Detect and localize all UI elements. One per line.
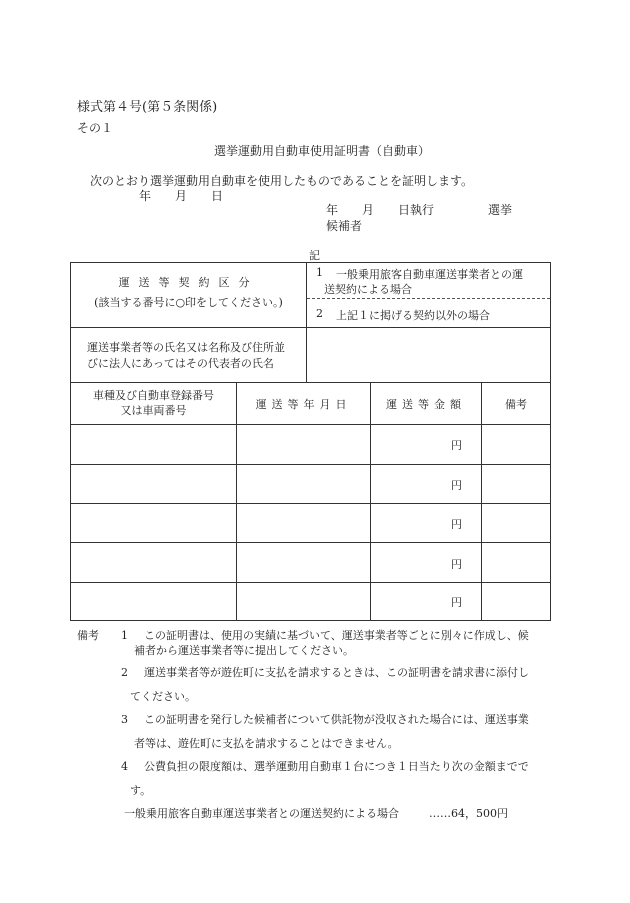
amount-yen-1: 円 — [451, 439, 462, 452]
operator-label-line2: びに法人にあってはその代表者の氏名 — [87, 357, 274, 370]
candidate-label: 候補者 — [326, 219, 363, 233]
limit-amount: ……64，500円 — [429, 807, 508, 820]
contract-type-label: 運送等契約区分 — [118, 276, 259, 289]
col-vehicle-header-line1: 車種及び自動車登録番号 — [93, 388, 214, 402]
note-3-line2: 者等は、遊佐町に支払を請求することはできません。 — [134, 737, 399, 750]
note-4-line2: す。 — [130, 784, 152, 797]
amount-yen-3: 円 — [451, 518, 462, 531]
note-1-line2: 補者から運送事業者等に提出してください。 — [134, 644, 354, 657]
election-date: 年 月 日執行 — [326, 203, 435, 217]
col-vehicle-header-line2: 又は車両番号 — [120, 403, 187, 417]
limit-description: 一般乗用旅客自動車運送事業者との運送契約による場合 — [124, 807, 399, 820]
form-sub-number: その１ — [77, 121, 114, 135]
form-number: 様式第４号(第５条関係) — [77, 100, 218, 115]
option-2-text: 上記１に掲げる契約以外の場合 — [336, 309, 490, 322]
note-2-line2: てください。 — [130, 690, 196, 703]
option-2-number: 2 — [316, 307, 323, 320]
operator-label-line1: 運送事業者等の氏名又は名称及び住所並 — [87, 341, 285, 354]
amount-yen-4: 円 — [451, 558, 462, 571]
option-1-number: 1 — [316, 266, 323, 279]
note-3-number: 3 — [121, 713, 128, 726]
note-1-line1: この証明書は、使用の実績に基づいて、運送事業者等ごとに別々に作成し、候 — [144, 629, 529, 642]
amount-yen-2: 円 — [451, 479, 462, 492]
issue-date: 年 月 日 — [139, 189, 224, 203]
note-4-number: 4 — [121, 760, 128, 773]
note-2-line1: 運送事業者等が遊佐町に支払を請求するときは、この証明書を請求書に添付し — [144, 666, 529, 679]
col-date-header: 運送等年月日 — [255, 397, 352, 411]
note-1-number: 1 — [121, 629, 128, 642]
note-4-line1: 公費負担の限度額は、選挙運動用自動車１台につき１日当たり次の金額までで — [144, 760, 529, 773]
note-3-line1: この証明書を発行した候補者について供託物が没収された場合には、運送事業 — [144, 713, 529, 726]
operator-name-field[interactable] — [308, 329, 549, 381]
option-1-text-line1: 一般乗用旅客自動車運送事業者との運 — [336, 268, 523, 281]
col-remarks-header: 備考 — [505, 397, 527, 411]
form-title: 選挙運動用自動車使用証明書（自動車） — [214, 144, 431, 158]
note-2-number: 2 — [121, 666, 128, 679]
notes-label: 備考 — [77, 629, 99, 642]
certification-statement: 次のとおり選挙運動用自動車を使用したものであることを証明します。 — [90, 174, 474, 188]
contract-type-hint: (該当する番号に○印をしてください。) — [94, 296, 283, 309]
col-amount-header: 運送等金額 — [386, 397, 466, 411]
ki-mark: 記 — [309, 249, 320, 262]
election-suffix: 選挙 — [488, 203, 513, 217]
option-1-text-line2: 送契約による場合 — [324, 283, 412, 296]
amount-yen-5: 円 — [451, 596, 462, 609]
